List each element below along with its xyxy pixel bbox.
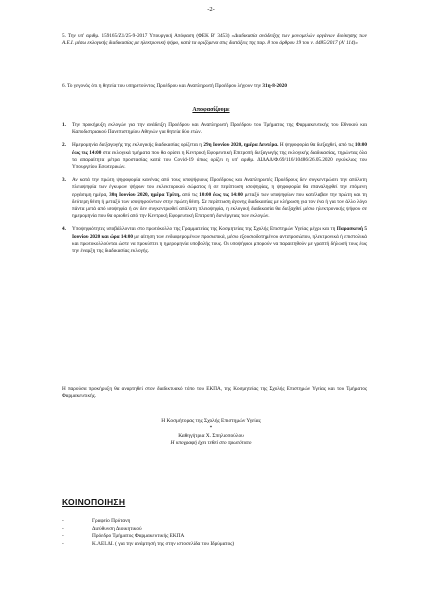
cc-list [62,518,234,548]
closing-paragraph: Η παρούσα προκήρυξη θα αναρτηθεί στον διαδικτυακό τόπο του ΕΚΠΑ, της Κοσμητείας της Σχολής Επιστημών Υγείας και του Τμήματος Φαρμακευτικής. [62,386,367,400]
decision-list [62,122,367,255]
decision-item-text: με αίτηση των ενδιαφερομένων προσωπικά, μέσω εξουσιοδοτημένου αντιπροσώπου, ηλεκτρονικά ή επιστολικά και πρωτοκολλούνται ώστε να προκύπτει η ημερομηνία υποβολής τους. Οι υποψήφιοι μπορούν να παραιτηθούν με γραπτή δήλωσή τους έως την έναρξη της διαδικασίας εκλογής. [72,233,367,255]
decision-item [62,177,367,220]
signature-mark: * [209,425,213,432]
recital-5-text: 5. Την υπ' αριθμ. 159165/Ζ1/25-9-2017 Υπουργική Απόφαση (ΦΕΚ Β' 3453) [62,33,230,39]
decision-item-number: 1. [62,122,66,128]
cc-dash: - [62,518,64,524]
cc-dash: - [62,525,64,532]
decision-item-text: μεταξύ των υποψηφίων που κατέλαβαν την πρώτη και τη δεύτερη θέση ή μεταξύ των ισοψηφούντων στην πρώτη θέση. Σε περίπτωση άγονης διαδικασίας με κλήρωση για τον ένα ή για τον άλλο λόγο πάντα μετά από ισοψηφία ή αν δεν συγκεντρωθεί απόλυτη πλειοψηφία, η εκλογική διαδικασία θα διεξαχθεί μέσω ηλεκτρονικής ψήφου σε ημερομηνία που θα οριοθεί από την Κεντρική Εφορευτική Επιτροπή διενέργειας των εκλογών. [72,191,368,220]
decision-item-text: Την προκήρυξη εκλογών για την ανάδειξη Προέδρου και Αναπληρωτή Προέδρου του Τμήματος της Φαρμακευτικής του Εθνικού και Καποδιστριακού Πανεπιστημίου Αθηνών για θητεία δύο ετών. [72,122,367,136]
page-number: -2- [207,6,215,13]
decision-item-number: 2. [62,142,66,149]
cc-heading: ΚΟΙΝΟΠΟΙΗΣΗ [62,497,126,507]
decision-item-emphasis: 29η Ιουνίου 2020, ημέρα Δευτέρα. [203,142,279,149]
cc-recipient: Γραφείο Πρύτανη [92,518,131,524]
decision-item-text: από τις [180,191,200,198]
cc-recipient: Πρόεδρο Τμήματος Φαρμακευτικής ΕΚΠΑ [92,533,185,540]
signature-role: Η Κοσμήτορας της Σχολής Επιστημών Υγείας [161,418,261,424]
cc-dash: - [62,533,64,540]
decision-item-text: Ημερομηνία διεξαγωγής της εκλογικής διαδικασίας ορίζεται η [72,142,204,149]
recital-6-date: 31η-8-2020 [262,83,287,89]
cc-list-item [62,518,234,526]
cc-recipient: Διεύθυνση Διοικητικού [92,525,142,532]
signature-note: Η υπογραφή έχει τεθεί στο πρωτότυπο [170,440,252,447]
decision-heading: Αποφασίζουμε [192,107,230,113]
decision-item-emphasis: 30η Ιουνίου 2020, ημέρα Τρίτη, [109,191,181,198]
cc-list-item [62,541,234,549]
cc-list-item [62,526,234,534]
signature-name: Καθηγήτρια Χ. Σπηλιοπούλου [178,432,244,439]
recital-5-italic: «Διαδικασία ανάδειξης των μονομελών οργάνων διοίκησης των Α.Ε.Ι. μέσω εκλογικής διαδικασίας με ηλεκτρονική ψήφο, κατά τα οριζόμενα στις διατάξεις της παρ. 8 του άρθρου 19 του ν. 4485/2017 (Α' 114)» [62,33,367,47]
decision-item-text: Αν κατά την πρώτη ψηφοφορία κανένας από τους υποψήφιους Προέδρους και Αναπληρωτές Προέδρους δεν συγκεντρώσει την απόλυτη πλειοψηφία των έγκυρων ψήφων του εκλεκτορικού σώματος ή σε περίπτωση ισοψηφίας, η ψηφοφορία θα επαναληφθεί την επόμενη εργάσιμη ημέρα, [72,177,367,198]
cc-dash: - [62,540,64,547]
decision-item-number: 4. [62,226,66,233]
decision-item-number: 3. [62,177,66,184]
signature-block [0,418,422,448]
decision-item-emphasis: 10:00 έως τις 14:00 [199,191,243,198]
decision-item-text: στα εκλογικά τμήματα που θα ορίσει η Κεντρική Εφορευτική Επιτροπή διεξαγωγής της εκλογικής διαδικασίας, τηρώντας όλα τα απαραίτητα μέτρα προστασίας κατά του Covid-19 όπως ορίζει η υπ' αριθμ. ΔΙΔΑΔ/Φ.69/116/10486/26.05.2020 εγκύκλιος του Υπουργείου Εσωτερικών. [72,149,367,171]
decision-item-text: Η ψηφοφορία θα διεξαχθεί, από τις [278,142,355,149]
decision-item [62,142,367,171]
recital-6-text: 6. Το γεγονός ότι η θητεία του υπηρετούντος Προέδρου και Αναπληρωτή Προέδρου λήγουν την [62,83,263,89]
decision-item-text: Υποψηφιότητες υποβάλλονται στο πρωτόκολλο της Γραμματείας της Κοσμητείας της Σχολής Επιστημών Υγείας μέχρι και τη [72,226,337,233]
recital-6 [62,83,367,90]
decision-item-emphasis: Παρασκευή 5 Ιουνίου 2020 και ώρα 14:00 [72,226,367,240]
cc-recipient: Κ.ΛΕΙ.ΔΙ. ( για την ανάρτησή της στην ιστοσελίδα του Ιδρύματος) [92,540,235,547]
cc-list-item [62,533,234,541]
decision-item [62,226,367,255]
recital-5 [62,33,367,47]
decision-item-emphasis: 10:00 έως τις 14:00 [72,142,367,156]
decision-item [62,122,367,136]
